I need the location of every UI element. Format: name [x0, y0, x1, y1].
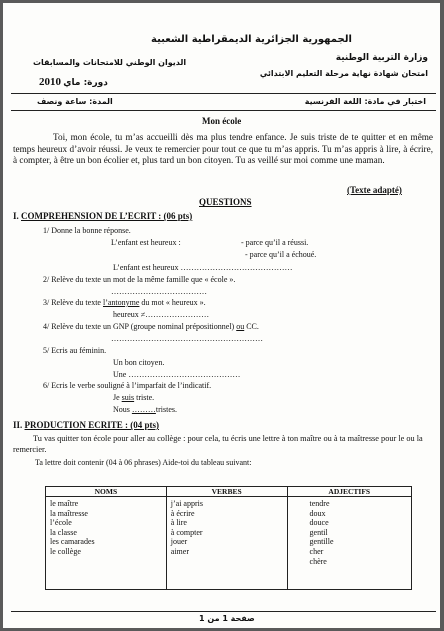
table-body-row: [46, 497, 412, 590]
session-year: 2010: [39, 76, 61, 88]
adjectif-item: chère: [309, 556, 327, 566]
q3-label: [43, 298, 206, 307]
header-verbes: VERBES: [166, 487, 287, 497]
section2-prefix: II.: [13, 420, 25, 430]
exam-label: امتحان شهادة نهاية مرحلة التعليم الابتدائي: [259, 69, 428, 78]
section2-heading: [13, 420, 159, 430]
production-instructions: Tu vas quitter ton école pour aller au collège : pour cela, tu écris une lettre à ton maître ou à ta maîtresse pour le ou la remercier.: [13, 434, 423, 454]
q6-line1-start: Je: [113, 393, 122, 402]
q6-line-1: [113, 393, 154, 402]
q4-label-end: CC.: [244, 322, 259, 331]
adjectif-item: tendre: [309, 499, 330, 508]
section1-prefix: I.: [13, 211, 22, 221]
q1-stem: L’enfant est heureux :: [111, 238, 181, 247]
office-label: الديوان الوطني للامتحانات والمسابقات: [33, 58, 187, 67]
reading-title: Mon école: [202, 116, 242, 126]
q1-answer-line: L’enfant est heureux ……………………………………: [113, 263, 293, 272]
q4-label-start: 4/ Relève du texte un GNP (groupe nominal prépositionnel): [43, 322, 237, 331]
exam-page: [3, 3, 440, 628]
section1-heading: [13, 211, 192, 221]
adjectif-item: gentil: [309, 527, 328, 537]
table-header-row: [46, 487, 412, 497]
q6-line2-start: Nous: [113, 405, 132, 414]
header-adjectifs: ADJECTIFS: [287, 487, 411, 497]
questions-title: QUESTIONS: [199, 197, 252, 207]
q6-line1-end: triste.: [134, 393, 155, 402]
republic-heading: الجمهورية الجزائرية الديمقراطية الشعبية: [151, 34, 352, 45]
header-noms: NOMS: [46, 487, 167, 497]
verbe-item: j’ai appris: [170, 499, 203, 508]
q3-label-underlined: l’antonyme: [102, 298, 140, 307]
reading-text: Toi, mon école, tu m’as accueilli dès ma plus tendre enfance. Je suis triste de te quitter et en même temps heureux d’avoir réussi. Je veux te remercier pour tout ce que tu m’as appris. Tu m’as appris à lire, à écrire, à compter, à être un bon écolier et, plus tard un bon citoyen. Tu as veillé sur moi comme une maman.: [13, 132, 433, 165]
adjectif-item: doux: [309, 508, 326, 518]
q5-label: 5/ Ecris au féminin.: [43, 346, 107, 355]
ministry-label: وزارة التربية الوطنية: [335, 53, 428, 63]
vocabulary-table: [45, 486, 412, 590]
q3-answer-line: heureux ≠……………………: [113, 310, 210, 319]
q1-option-1: - parce qu’il a réussi.: [241, 238, 309, 247]
q2-answer-line: ………………………………: [111, 287, 207, 296]
verbe-item: à compter: [170, 527, 203, 537]
verbe-item: aimer: [170, 546, 189, 556]
nom-item: le collège: [50, 546, 81, 556]
q1-label: 1/ Donne la bonne réponse.: [43, 226, 131, 235]
adjectif-item: douce: [309, 518, 329, 528]
production-instructions-2: Ta lettre doit contenir (04 à 06 phrases) Aide-toi du tableau suivant:: [35, 458, 252, 467]
nom-item: la classe: [50, 527, 77, 537]
q6-label: 6/ Ecris le verbe souligné à l’imparfait de l’indicatif.: [43, 381, 212, 390]
q4-label-underlined: ou: [236, 322, 245, 331]
q1-option-2: - parce qu’il a échoué.: [245, 250, 317, 259]
q5-line-1: Un bon citoyen.: [113, 358, 165, 367]
nom-item: l’école: [50, 518, 72, 528]
q4-label: [43, 322, 259, 331]
verbe-item: à lire: [170, 518, 187, 528]
adjectif-item: gentille: [309, 537, 334, 547]
reading-source: (Texte adapté): [347, 185, 402, 195]
header-divider-bottom: [11, 110, 436, 111]
nom-item: les camarades: [50, 537, 95, 547]
session-line: [39, 76, 108, 88]
section1-title: COMPREHENSION DE L’ECRIT : (06 pts): [21, 211, 193, 221]
adjectif-item: cher: [309, 546, 324, 556]
q6-line2-end: tristes.: [155, 405, 177, 414]
subject-label: اختبار في مادة: اللغة الفرنسية: [304, 97, 426, 106]
verbes-column: [166, 497, 287, 590]
q6-line2-blank: ………: [131, 405, 156, 414]
duration-label: المدة: ساعة ونصف: [37, 97, 113, 106]
session-label: دورة: ماي: [63, 78, 108, 88]
q2-label: 2/ Relève du texte un mot de la même famille que « école ».: [43, 275, 236, 284]
q6-underlined-verb: suis: [121, 393, 135, 402]
q4-answer-line: …………………………………………………: [111, 334, 263, 343]
footer-divider: [11, 611, 436, 612]
page-number: صفحة 1 من 1: [199, 614, 255, 623]
adjectifs-column: [287, 497, 411, 590]
header-divider-top: [11, 93, 436, 94]
q3-label-start: 3/ Relève du texte: [43, 298, 103, 307]
nom-item: le maître: [50, 499, 79, 508]
verbe-item: jouer: [170, 537, 188, 547]
section2-title: PRODUCTION ECRITE : (04 pts): [24, 420, 160, 430]
q5-line-2: Une ……………………………………: [113, 370, 241, 379]
q6-line-2: [113, 405, 177, 414]
nom-item: la maîtresse: [50, 508, 88, 518]
q3-label-end: du mot « heureux ».: [139, 298, 206, 307]
noms-column: [46, 497, 167, 590]
verbe-item: à écrire: [170, 508, 195, 518]
